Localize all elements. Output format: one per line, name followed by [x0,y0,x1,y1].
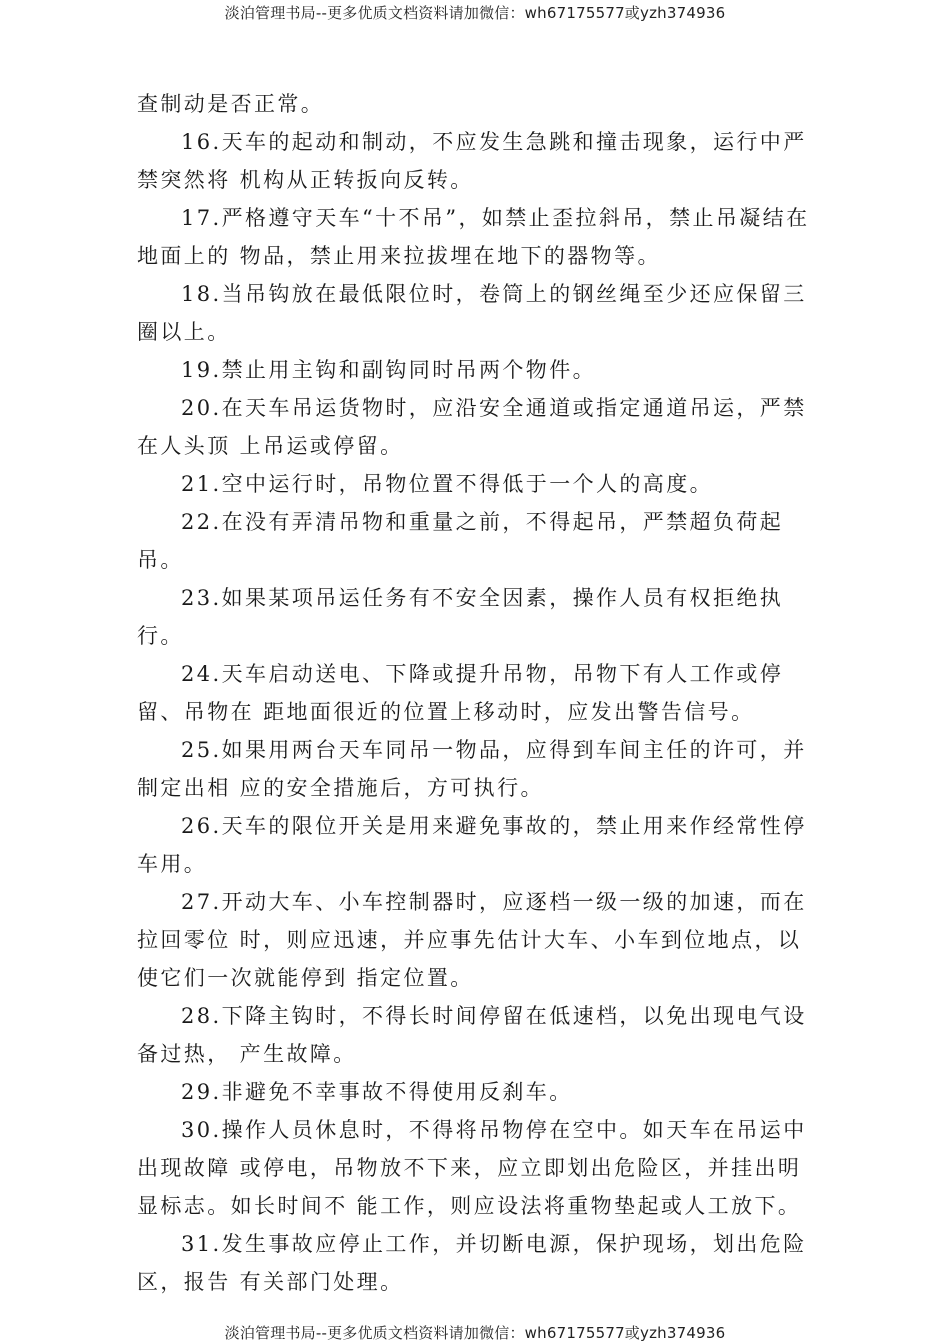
document-body [137,85,817,1301]
rule-24: 24.天车启动送电、下降或提升吊物，吊物下有人工作或停留、吊物在 距地面很近的位置上移动时，应发出警告信号。 [137,662,784,724]
rule-30: 30.操作人员休息时，不得将吊物停在空中。如天车在吊运中出现故障 或停电，吊物放不下来，应立即划出危险区，并挂出明显标志。如长时间不 能工作，则应设法将重物垫起或人工放下。 [137,1118,807,1218]
rule-23: 23.如果某项吊运任务有不安全因素，操作人员有权拒绝执行。 [137,586,784,648]
rule-25: 25.如果用两台天车同吊一物品，应得到车间主任的许可，并制定出相 应的安全措施后，方可执行。 [137,738,807,800]
rule-18: 18.当吊钩放在最低限位时，卷筒上的钢丝绳至少还应保留三圈以上。 [137,282,807,344]
rule-17: 17.严格遵守天车“十不吊”，如禁止歪拉斜吊，禁止吊凝结在地面上的 物品，禁止用来拉拔埋在地下的器物等。 [137,206,810,268]
rule-31: 31.发生事故应停止工作，并切断电源，保护现场，划出危险区，报告 有关部门处理。 [137,1232,807,1294]
rule-28: 28.下降主钩时，不得长时间停留在低速档，以免出现电气设备过热， 产生故障。 [137,1004,807,1066]
paragraph-continuation: 查制动是否正常。 [137,92,325,116]
rule-16: 16.天车的起动和制动，不应发生急跳和撞击现象，运行中严禁突然将 机构从正转扳向反转。 [137,130,807,192]
footer-banner: 淡泊管理书局--更多优质文档资料请加微信：wh67175577或yzh374936 [224,1324,726,1342]
rule-20: 20.在天车吊运货物时，应沿安全通道或指定通道吊运，严禁在人头顶 上吊运或停留。 [137,396,807,458]
rule-19: 19.禁止用主钩和副钩同时吊两个物件。 [181,358,596,382]
rule-29: 29.非避免不幸事故不得使用反刹车。 [181,1080,573,1104]
rule-22: 22.在没有弄清吊物和重量之前，不得起吊，严禁超负荷起吊。 [137,510,784,572]
rule-26: 26.天车的限位开关是用来避免事故的，禁止用来作经常性停车用。 [137,814,807,876]
rule-27: 27.开动大车、小车控制器时，应逐档一级一级的加速，而在拉回零位 时，则应迅速，并应事先估计大车、小车到位地点，以使它们一次就能停到 指定位置。 [137,890,807,990]
header-banner: 淡泊管理书局--更多优质文档资料请加微信：wh67175577或yzh374936 [224,4,726,22]
rule-21: 21.空中运行时，吊物位置不得低于一个人的高度。 [181,472,713,496]
